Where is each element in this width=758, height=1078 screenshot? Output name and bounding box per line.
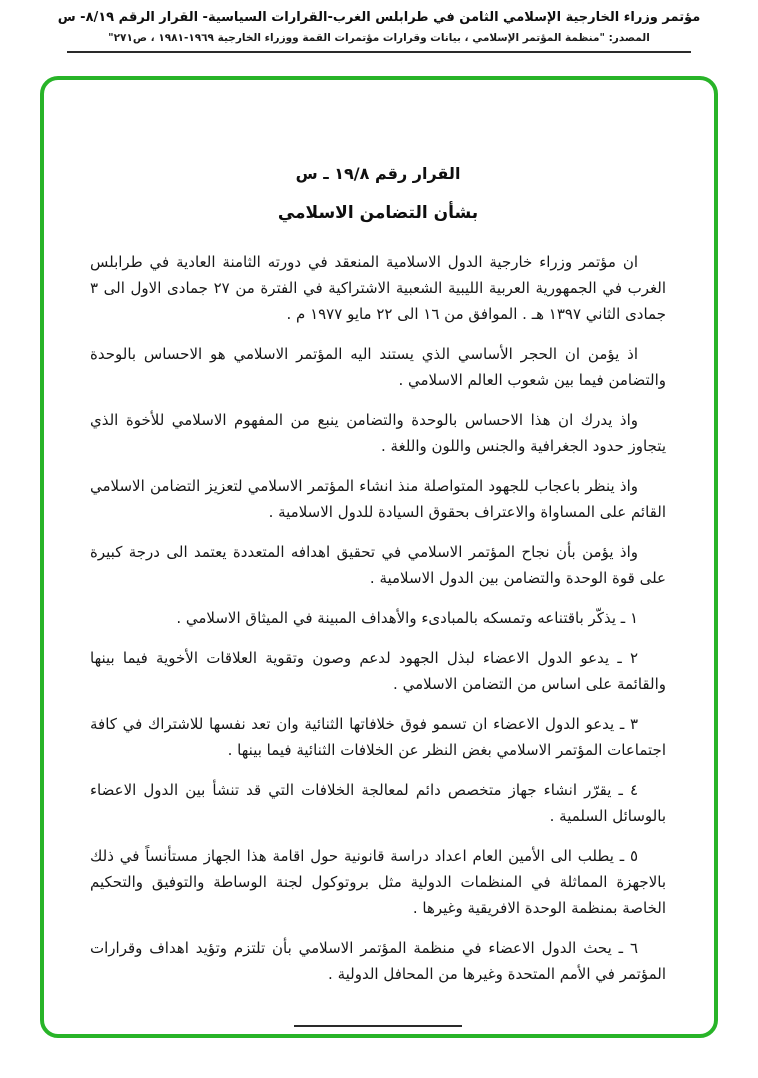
resolution-item-5: ٥ ـ يطلب الى الأمين العام اعداد دراسة قانونية حول اقامة هذا الجهاز مستأنساً في ذلك بالاجهزة المماثلة في المنظمات الدولية مثل بروتوكول لجنة الوساطة والتوفيق والتحكيم الخاصة بمنظمة الوحدة الافريقية وغيرها . — [90, 847, 666, 917]
resolution-item-1: ١ ـ يذكّر باقتناعه وتمسكه بالمبادىء والأهداف المبينة في الميثاق الاسلامي . — [176, 609, 638, 627]
preamble-paragraph-4: واذ ينظر باعجاب للجهود المتواصلة منذ انشاء المؤتمر الاسلامي لتعزيز التضامن الاسلامي القائم على المساواة والاعتراف بحقوق السيادة للدول الاسلامية . — [90, 477, 666, 521]
preamble-paragraph-2: اذ يؤمن ان الحجر الأساسي الذي يستند اليه المؤتمر الاسلامي هو الاحساس بالوحدة والتضامن فيما بين شعوب العالم الاسلامي . — [90, 345, 666, 389]
resolution-item-6: ٦ ـ يحث الدول الاعضاء في منظمة المؤتمر الاسلامي بأن تلتزم وتؤيد اهداف وقرارات المؤتمر في الأمم المتحدة وغيرها من المحافل الدولية . — [90, 939, 666, 983]
resolution-number-title: القرار رقم ١٩/٨ ـ س — [295, 164, 461, 183]
header-divider — [67, 51, 691, 53]
document-source-citation: المصدر: "منظمة المؤتمر الإسلامي ، بيانات وقرارات مؤتمرات القمة ووزراء الخارجية ١٩٦٩-١٩٨١ ، ص٢٧١" — [108, 32, 650, 44]
preamble-paragraph-3: واذ يدرك ان هذا الاحساس بالوحدة والتضامن ينبع من المفهوم الاسلامي للأخوة الذي يتجاوز حدود الجغرافية والجنس واللون واللغة . — [90, 411, 666, 455]
preamble-paragraph-5: واذ يؤمن بأن نجاح المؤتمر الاسلامي في تحقيق اهدافه المتعددة يعتمد الى درجة كبيرة على قوة الوحدة والتضامن بين الدول الاسلامية . — [90, 543, 666, 587]
resolution-item-3: ٣ ـ يدعو الدول الاعضاء ان تسمو فوق خلافاتها الثنائية وان تعد نفسها للاشتراك في كافة اجتماعات المؤتمر الاسلامي بغض النظر عن الخلافات الثنائية فيما بينها . — [90, 715, 666, 759]
page-header — [0, 0, 758, 53]
preamble-paragraph-1: ان مؤتمر وزراء خارجية الدول الاسلامية المنعقد في دورته الثامنة العادية في طرابلس الغرب في الجمهورية العربية الليبية الشعبية الاشتراكية في الفترة من ٢٧ جمادى الاول الى ٣ جمادى الثاني ١٣٩٧ هـ . الموافق من ١٦ الى ٢٢ مايو ١٩٧٧ م . — [90, 253, 666, 323]
document-green-frame — [40, 76, 718, 1038]
resolution-subject-title: بشأن التضامن الاسلامي — [277, 203, 479, 223]
document-content — [44, 80, 714, 1027]
resolution-item-2: ٢ ـ يدعو الدول الاعضاء لبذل الجهود لدعم وصون وتقوية العلاقات الأخوية فيما بينها والقائمة على اساس من التضامن الاسلامي . — [90, 649, 666, 693]
resolution-item-4: ٤ ـ يقرّر انشاء جهاز متخصص دائم لمعالجة الخلافات التي قد تنشأ بين الدول الاعضاء بالوسائل السلمية . — [90, 781, 666, 825]
end-divider — [294, 1025, 462, 1027]
document-reference-title: مؤتمر وزراء الخارجية الإسلامي الثامن في طرابلس الغرب-القرارات السياسية- القرار الرقم ٨/١٩- س — [57, 10, 701, 25]
